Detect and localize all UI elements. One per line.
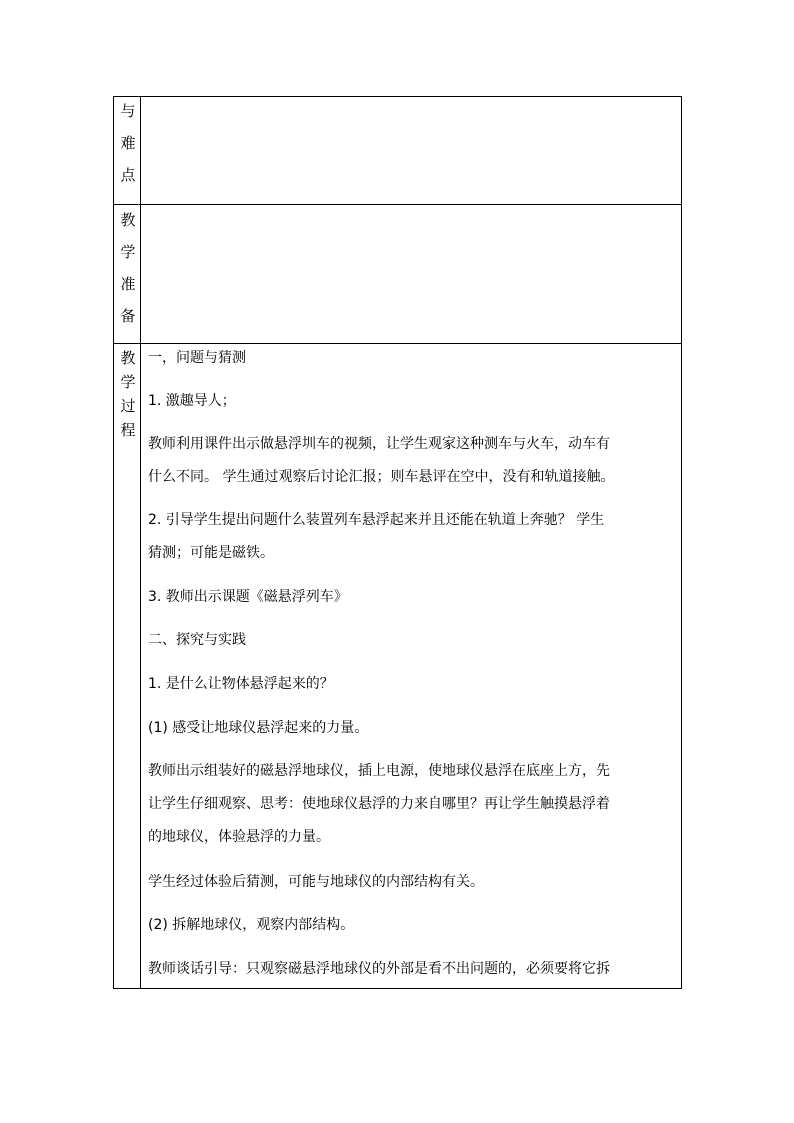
step-heading: 3. 教师出示课题《磁悬浮列车》 — [148, 589, 348, 605]
lesson-plan-table — [113, 96, 682, 989]
row-teaching-preparation — [114, 204, 681, 343]
label-char: 难 — [120, 134, 136, 152]
step-heading: 1. 是什么让物体悬浮起来的？ — [148, 676, 334, 692]
paragraph-line: 教师谈话引导：只观察磁悬浮地球仪的外部是看不出问题的，必须要将它拆 — [148, 961, 610, 977]
label-char: 学 — [120, 243, 136, 261]
paragraph-line: 教师出示组装好的磁悬浮地球仪，插上电源，使地球仪悬浮在底座上方，先 — [148, 763, 610, 779]
label-char: 程 — [120, 421, 136, 439]
label-char: 教 — [120, 349, 136, 367]
paragraph-line: 教师利用课件出示做悬浮圳车的视频，让学生观家这种测车与火车，动车有 — [148, 436, 610, 452]
label-char: 过 — [120, 397, 136, 415]
sub-step-heading: (2) 拆解地球仪，观察内部结构。 — [148, 917, 355, 933]
paragraph-line: 2. 引导学生提出问题什么装置列车悬浮起来并且还能在轨道上奔驰？ 学生 — [148, 512, 605, 528]
label-char: 与 — [120, 102, 136, 120]
label-char: 点 — [120, 166, 136, 184]
content-cell-teaching-preparation — [142, 205, 681, 343]
section-heading-questions: 一，问题与猜测 — [148, 350, 246, 366]
label-char: 备 — [120, 307, 136, 325]
paragraph-line: 猜测；可能是磁铁。 — [148, 545, 274, 561]
section-heading-exploration: 二、探究与实践 — [148, 632, 246, 648]
label-char: 教 — [120, 211, 136, 229]
label-cell-difficult-points — [114, 97, 141, 204]
step-heading: 1. 激趣导人； — [148, 393, 236, 409]
label-cell-teaching-preparation — [114, 205, 141, 343]
row-key-difficult-points — [114, 97, 681, 204]
paragraph-line: 让学生仔细观察、思考：使地球仪悬浮的力来自哪里？再让学生触摸悬浮着 — [148, 796, 610, 812]
label-cell-teaching-process — [114, 344, 141, 988]
row-teaching-process — [114, 343, 681, 988]
content-cell-teaching-process — [142, 344, 681, 988]
label-char: 学 — [120, 373, 136, 391]
sub-step-heading: (1) 感受让地球仪悬浮起来的力量。 — [148, 720, 369, 736]
paragraph-line: 什么不同。 学生通过观察后讨论汇报；则车悬评在空中，没有和轨道接触。 — [148, 469, 615, 485]
label-char: 准 — [120, 275, 136, 293]
paragraph-line: 学生经过体验后猜测，可能与地球仪的内部结构有关。 — [148, 874, 484, 890]
paragraph-line: 的地球仪，体验悬浮的力量。 — [148, 829, 330, 845]
content-cell-difficult-points — [142, 97, 681, 204]
